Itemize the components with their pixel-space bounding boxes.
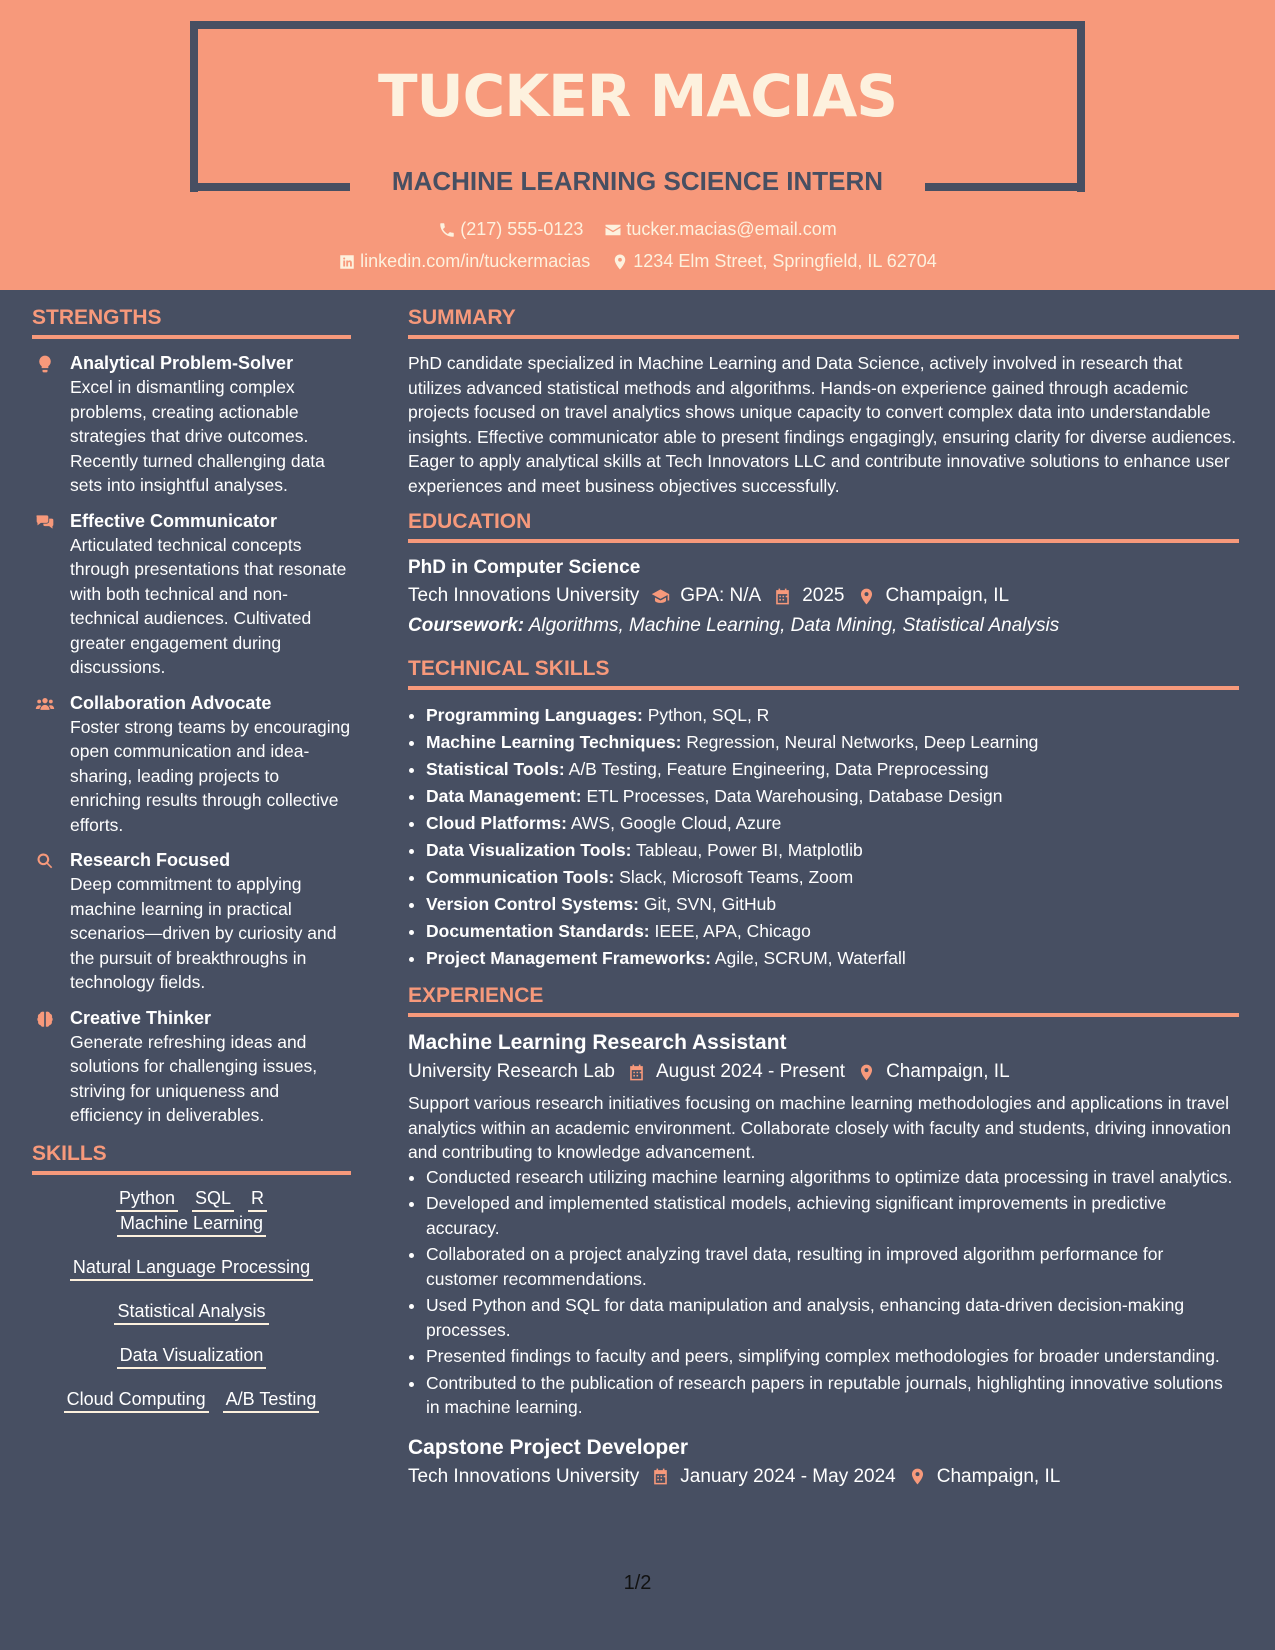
list-item [426, 918, 1239, 945]
skills-row [32, 1388, 351, 1413]
skill-value: Regression, Neural Networks, Deep Learning [686, 732, 1039, 752]
strength-item [32, 691, 351, 838]
job-title: Capstone Project Developer [408, 1435, 689, 1459]
skill-value: Slack, Microsoft Teams, Zoom [619, 867, 854, 887]
map-marker-icon [857, 587, 876, 606]
education-location: Champaign, IL [885, 585, 1010, 606]
technical-skills-heading: TECHNICAL SKILLS [408, 657, 1239, 690]
list-item [426, 891, 1239, 918]
strength-title: Research Focused [70, 850, 231, 870]
education-degree: PhD in Computer Science [408, 557, 641, 578]
skills-row [32, 1344, 351, 1369]
list-item [426, 810, 1239, 837]
phone-text: (217) 555-0123 [460, 219, 584, 239]
experience-entry [408, 1434, 1239, 1492]
skill-label: Data Visualization Tools: [426, 840, 632, 860]
calendar-icon [773, 587, 792, 606]
list-item: • Presented findings to faculty and peers, simplifying complex methodologies for broader understanding. [426, 1344, 1239, 1369]
skill-label: Statistical Tools: [426, 759, 565, 779]
skill-value: AWS, Google Cloud, Azure [570, 813, 782, 833]
job-title: Machine Learning Research Assistant [408, 1031, 787, 1054]
job-dates: August 2024 - Present [655, 1061, 846, 1082]
skill-chip: Python [116, 1187, 178, 1212]
summary-text: PhD candidate specialized in Machine Learning and Data Science, actively involved in research that utilizes advanced statistical methods and algorithms. Hands-on experience gained through academic projects focused on travel analytics shows unique capacity to convert complex data into understandable insights. Effective communicator able to present findings engagingly, ensuring clarity for diverse audiences. Eager to apply analytical skills at Tech Innovators LLC and contribute innovative solutions to enhance user experiences and meet business objectives successfully. [408, 353, 1237, 496]
skill-label: Data Management: [426, 786, 582, 806]
skill-chip: Data Visualization [117, 1344, 267, 1369]
skill-value: Git, SVN, GitHub [643, 894, 777, 914]
page-number: 1/2 [623, 1572, 652, 1594]
strength-title: Analytical Problem-Solver [70, 353, 294, 373]
experience-heading: EXPERIENCE [408, 984, 1239, 1017]
contact-address [611, 251, 937, 272]
graduation-cap-icon [651, 587, 670, 606]
strength-title: Effective Communicator [70, 510, 278, 531]
experience-entry [408, 1029, 1239, 1420]
strength-text: Articulated technical concepts through presentations that resonate with both technical and non-technical audiences. Cultivated greater engagement during discussions. [70, 534, 347, 677]
list-item [426, 702, 1239, 729]
job-location: Champaign, IL [936, 1465, 1061, 1487]
list-item: • Contributed to the publication of research papers in reputable journals, highlighting innovative solutions in machine learning. [426, 1371, 1239, 1420]
map-marker-icon [857, 1063, 876, 1082]
job-location: Champaign, IL [886, 1061, 1010, 1082]
summary-heading: SUMMARY [408, 306, 1239, 339]
education-gpa: GPA: N/A [680, 585, 762, 606]
skills-row [32, 1256, 351, 1281]
skill-chip: Machine Learning [117, 1212, 266, 1237]
users-icon [35, 694, 55, 714]
education-school: Tech Innovations University [408, 585, 640, 606]
contact-row-1 [0, 219, 1275, 244]
contact-email[interactable] [604, 219, 836, 240]
search-icon [35, 851, 55, 871]
linkedin-text: linkedin.com/in/tuckermacias [360, 251, 591, 271]
strength-item [32, 509, 351, 680]
skill-label: Project Management Frameworks: [426, 948, 711, 968]
skill-value: Python, SQL, R [647, 705, 770, 725]
strength-title: Collaboration Advocate [70, 692, 272, 713]
list-item: • Used Python and SQL for data manipulation and analysis, enhancing data-driven decision-making processes. [426, 1293, 1239, 1342]
right-column [408, 306, 1239, 1492]
skill-value: Agile, SCRUM, Waterfall [714, 948, 906, 968]
skill-label: Documentation Standards: [426, 921, 650, 941]
skill-label: Version Control Systems: [426, 894, 639, 914]
skill-value: A/B Testing, Feature Engineering, Data Preprocessing [568, 759, 989, 779]
education-coursework [408, 611, 1239, 641]
skill-label: Programming Languages: [426, 705, 643, 725]
coursework-text: Algorithms, Machine Learning, Data Mining, Statistical Analysis [528, 615, 1060, 636]
envelope-icon [604, 221, 622, 239]
calendar-icon [627, 1063, 646, 1082]
job-org: University Research Lab [408, 1061, 615, 1082]
skill-label: Machine Learning Techniques: [426, 732, 682, 752]
skill-label: Cloud Platforms: [426, 813, 567, 833]
list-item: • Developed and implemented statistical models, achieving significant improvements in predictive accuracy. [426, 1191, 1239, 1240]
list-item: • Conducted research utilizing machine learning algorithms to optimize data processing in travel analytics. [426, 1165, 1239, 1190]
technical-skills-list [426, 702, 1239, 972]
strength-title: Creative Thinker [70, 1007, 212, 1028]
calendar-icon [651, 1467, 670, 1486]
strength-text: Excel in dismantling complex problems, creating actionable strategies that drive outcomes. Recently turned challenging data sets into insightful analyses. [70, 377, 325, 495]
skill-value: Tableau, Power BI, Matplotlib [636, 840, 863, 860]
skill-value: ETL Processes, Data Warehousing, Database Design [586, 786, 1003, 806]
strength-text: Foster strong teams by encouraging open communication and idea-sharing, leading projects to enriching results through collective efforts. [70, 716, 351, 835]
skills-chips [32, 1187, 351, 1413]
phone-icon [438, 221, 456, 239]
strength-item [32, 351, 351, 498]
list-item [426, 945, 1239, 972]
education-heading: EDUCATION [408, 510, 1239, 543]
skills-heading: SKILLS [32, 1142, 351, 1175]
strengths-heading: STRENGTHS [32, 306, 351, 339]
job-meta [408, 1462, 1239, 1492]
education-meta [408, 581, 1239, 611]
candidate-role: MACHINE LEARNING SCIENCE INTERN [391, 166, 884, 196]
map-marker-icon [611, 253, 629, 271]
resume-header [0, 0, 1275, 290]
list-item [426, 864, 1239, 891]
skill-chip: A/B Testing [223, 1388, 320, 1413]
skill-value: IEEE, APA, Chicago [654, 921, 811, 941]
skill-label: Communication Tools: [426, 867, 615, 887]
education-year: 2025 [802, 585, 845, 606]
job-org: Tech Innovations University [408, 1465, 640, 1487]
lightbulb-icon [35, 354, 55, 374]
strength-text: Deep commitment to applying machine learning in practical scenarios—driven by curiosity and the pursuit of breakthroughs in technology fields. [70, 874, 337, 992]
skills-row [32, 1187, 351, 1237]
list-item [426, 729, 1239, 756]
skill-chip: Natural Language Processing [70, 1256, 313, 1281]
comments-icon [35, 512, 55, 532]
list-item [426, 837, 1239, 864]
strength-item [32, 1006, 351, 1128]
contact-row-2 [0, 251, 1275, 276]
left-column [32, 306, 351, 1432]
job-dates: January 2024 - May 2024 [680, 1465, 896, 1487]
contact-linkedin[interactable] [338, 251, 590, 272]
strength-item [32, 848, 351, 995]
strength-text: Generate refreshing ideas and solutions for challenging issues, striving for uniqueness and efficiency in deliverables. [70, 1031, 318, 1125]
brain-icon [35, 1009, 55, 1029]
list-item: • Collaborated on a project analyzing travel data, resulting in improved algorithm performance for customer recommendations. [426, 1242, 1239, 1291]
candidate-name: TUCKER MACIAS [377, 62, 898, 130]
skill-chip: Statistical Analysis [114, 1300, 268, 1325]
skill-chip: Cloud Computing [64, 1388, 209, 1413]
list-item [426, 756, 1239, 783]
email-text: tucker.macias@email.com [626, 219, 837, 239]
skills-row [32, 1300, 351, 1325]
list-item [426, 783, 1239, 810]
job-meta [408, 1057, 1239, 1087]
job-bullets [426, 1165, 1239, 1420]
job-description: Support various research initiatives focusing on machine learning methodologies and applications in travel analytics within an academic environment. Collaborate closely with faculty and students, driving innovation and contributing to knowledge advancement. [408, 1093, 1231, 1162]
coursework-label: Coursework: [408, 615, 525, 636]
contact-phone [438, 219, 583, 240]
skill-chip: R [248, 1187, 267, 1212]
linkedin-icon [338, 253, 356, 271]
address-text: 1234 Elm Street, Springfield, IL 62704 [633, 251, 937, 271]
map-marker-icon [908, 1467, 927, 1486]
skill-chip: SQL [192, 1187, 234, 1212]
